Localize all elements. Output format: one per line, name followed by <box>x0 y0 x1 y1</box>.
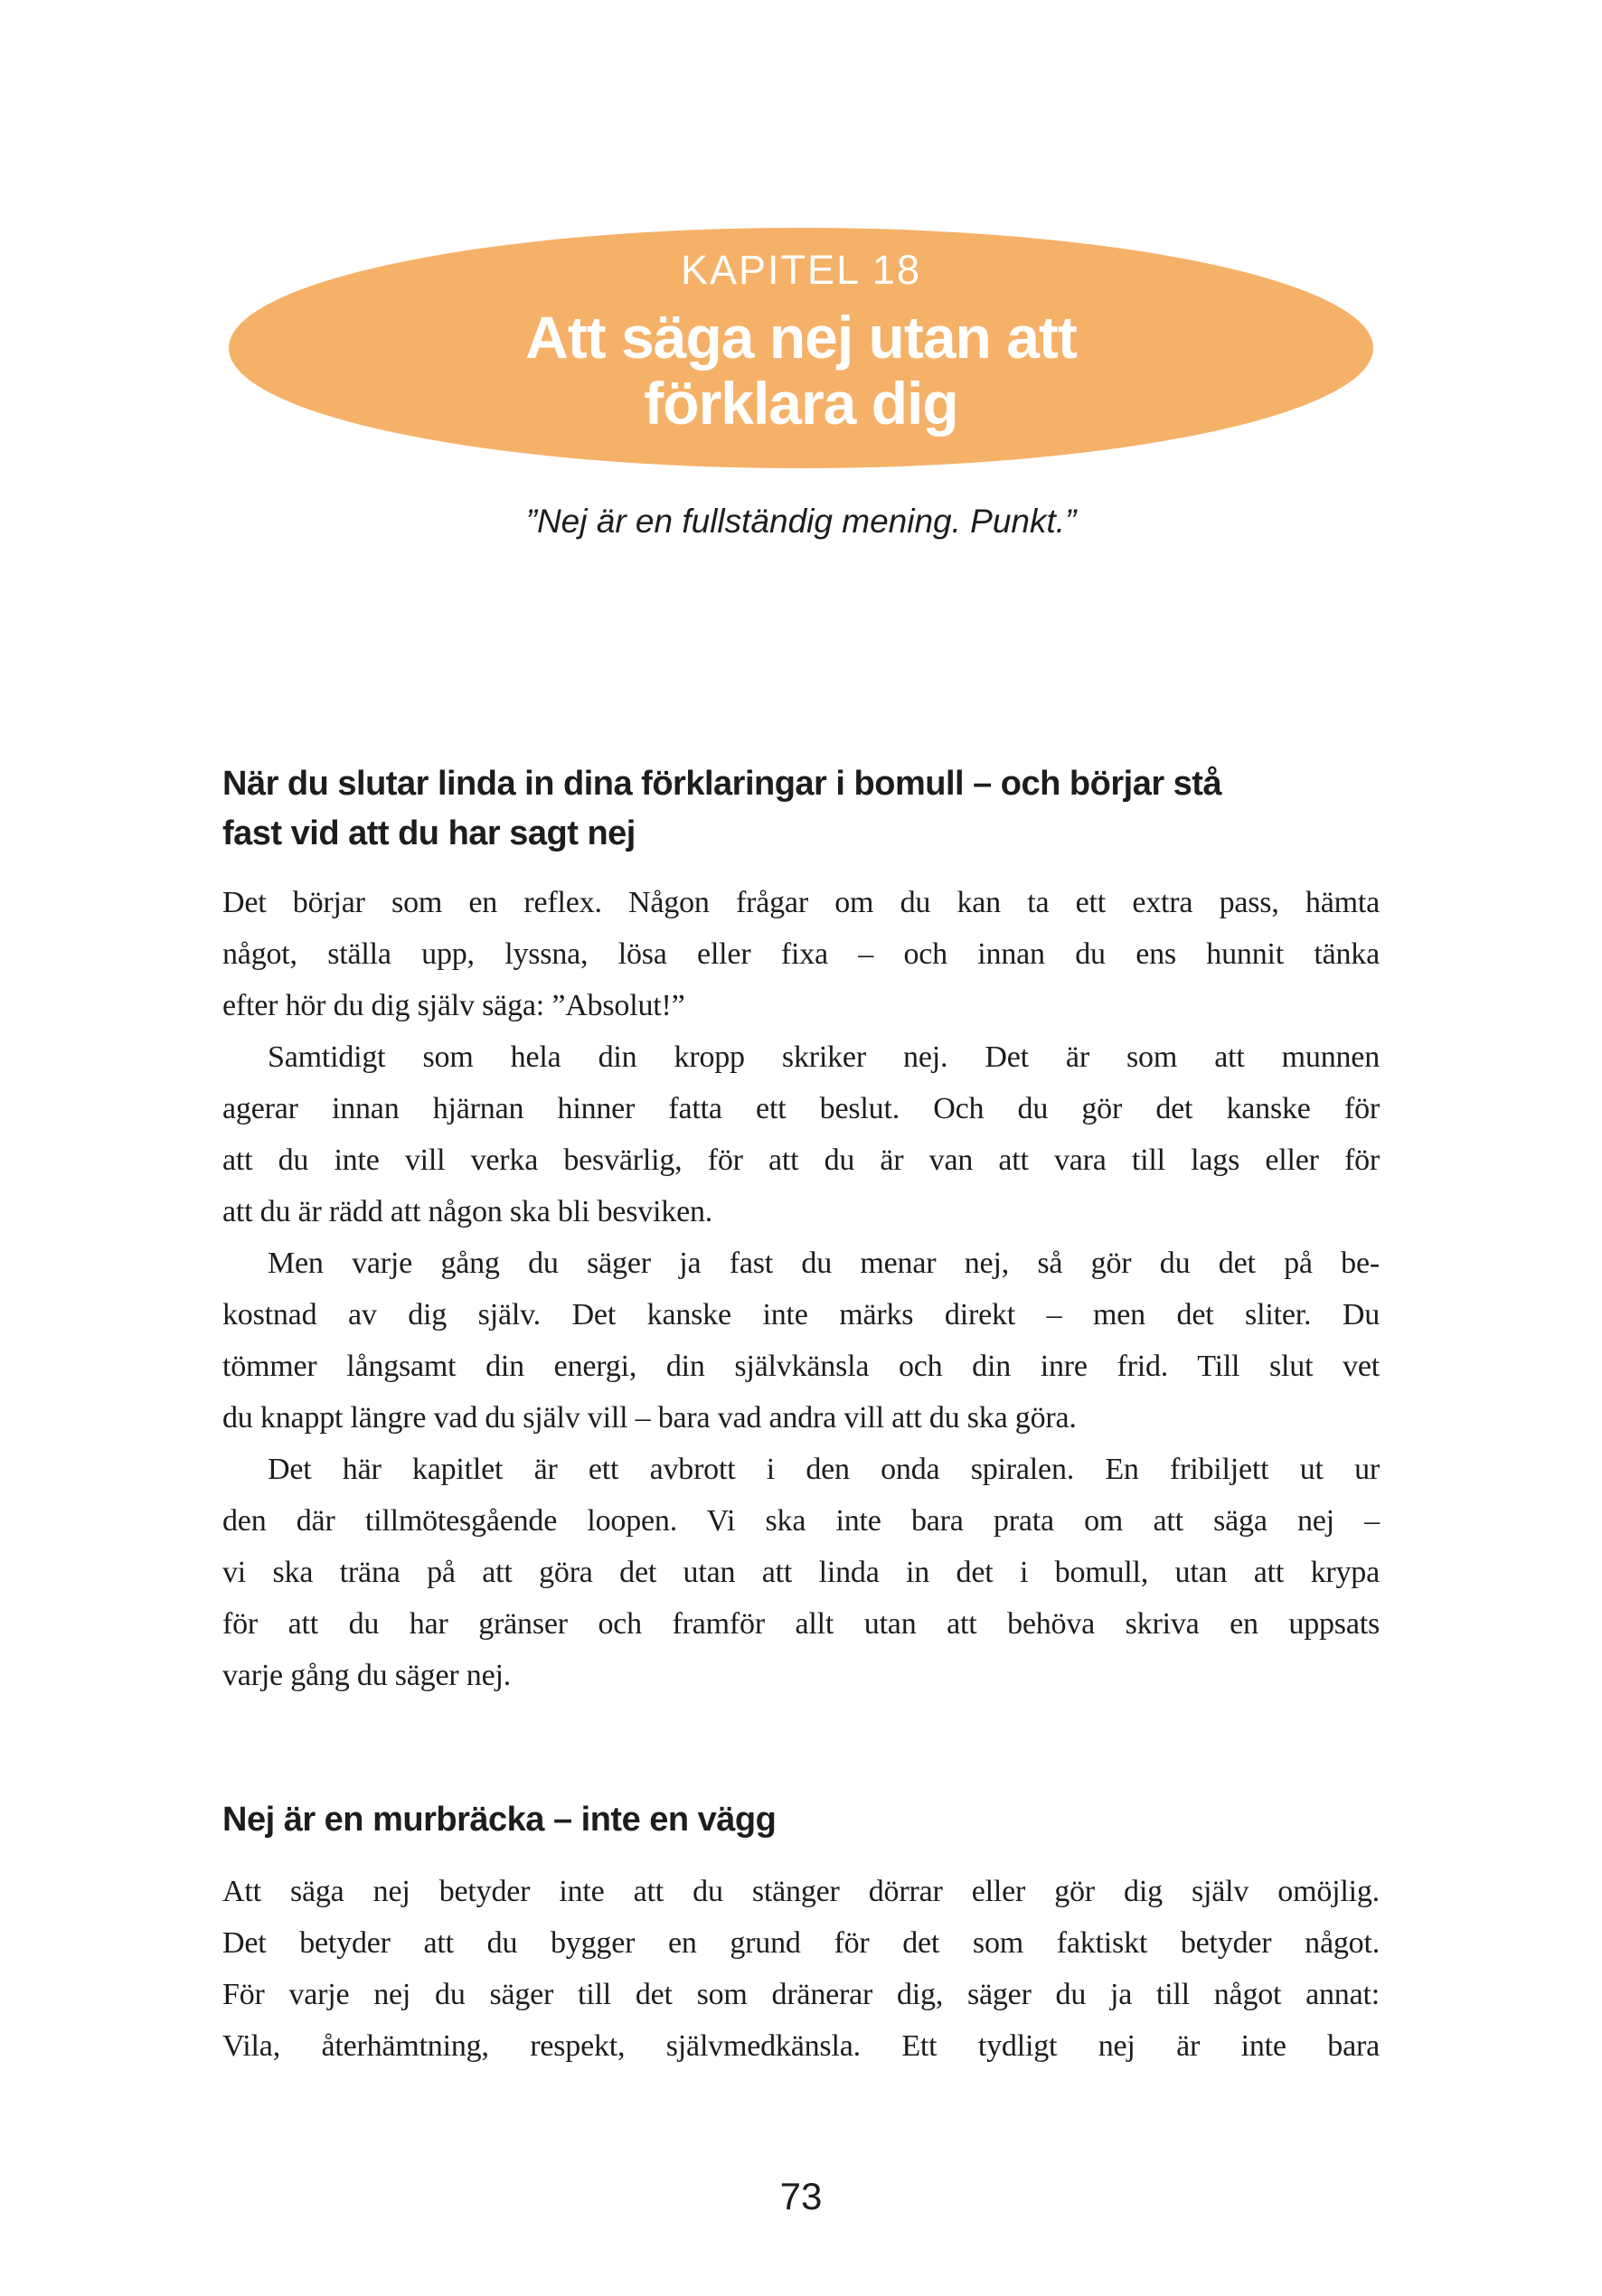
section-heading <box>222 1795 1380 1845</box>
body-line: Vila, återhämtning, respekt, självmedkänsla. Ett tydligt nej är inte bara <box>222 2029 1380 2063</box>
body-line: kostnad av dig själv. Det kanske inte märks direkt – men det sliter. Du <box>222 1298 1380 1331</box>
body-line: vi ska träna på att göra det utan att linda in det i bomull, utan att krypa <box>222 1556 1380 1589</box>
body-line: du knappt längre vad du själv vill – bara vad andra vill att du ska göra. <box>222 1401 1077 1435</box>
body-line: tömmer långsamt din energi, din självkänsla och din inre frid. Till slut vet <box>222 1350 1380 1383</box>
chapter-kicker: KAPITEL 18 <box>681 247 921 293</box>
section-heading-line: Nej är en murbräcka – inte en vägg <box>222 1801 777 1839</box>
paragraph <box>222 1031 1380 1237</box>
section-heading-line: fast vid att du har sagt nej <box>222 814 636 852</box>
section-heading-line: När du slutar linda in dina förklaringar i bomull – och börjar stå <box>222 765 1222 803</box>
body-line: att du inte vill verka besvärlig, för att du är van att vara till lags eller för <box>222 1143 1380 1177</box>
section-heading <box>222 759 1380 859</box>
chapter-title <box>525 305 1077 437</box>
body-line: varje gång du säger nej. <box>222 1659 512 1692</box>
body-line: agerar innan hjärnan hinner fatta ett beslut. Och du gör det kanske för <box>222 1092 1380 1125</box>
paragraph <box>222 1237 1380 1444</box>
page-number: 73 <box>779 2175 823 2217</box>
body-line: Det betyder att du bygger en grund för det som faktiskt betyder något. <box>222 1926 1380 1960</box>
paragraph <box>222 1866 1380 2072</box>
body-line: Det här kapitlet är ett avbrott i den onda spiralen. En fribiljett ut ur <box>268 1453 1380 1486</box>
body-line: något, ställa upp, lyssna, lösa eller fixa – och innan du ens hunnit tänka <box>222 937 1380 971</box>
body-line: för att du har gränser och framför allt utan att behöva skriva en uppsats <box>222 1607 1380 1641</box>
body-line: den där tillmötesgående loopen. Vi ska inte bara prata om att säga nej – <box>222 1504 1380 1538</box>
body-line: Det börjar som en reflex. Någon frågar om du kan ta ett extra pass, hämta <box>222 886 1380 919</box>
paragraph <box>222 877 1380 1031</box>
body-line: För varje nej du säger till det som dränerar dig, säger du ja till något annat: <box>222 1978 1380 2011</box>
body-line: Men varje gång du säger ja fast du menar nej, så gör du det på be- <box>268 1247 1380 1280</box>
chapter-title-line: förklara dig <box>644 370 958 437</box>
body-line: Att säga nej betyder inte att du stänger dörrar eller gör dig själv omöjlig. <box>222 1875 1380 1908</box>
body-line: efter hör du dig själv säga: ”Absolut!” <box>222 989 685 1022</box>
body-line: att du är rädd att någon ska bli besviken. <box>222 1195 713 1228</box>
paragraph <box>222 1444 1380 1701</box>
chapter-badge <box>229 228 1373 468</box>
body-line: Samtidigt som hela din kropp skriker nej. Det är som att munnen <box>268 1040 1380 1074</box>
epigraph-text: ”Nej är en fullständig mening. Punkt.” <box>525 503 1077 540</box>
chapter-title-line: Att säga nej utan att <box>525 304 1077 371</box>
